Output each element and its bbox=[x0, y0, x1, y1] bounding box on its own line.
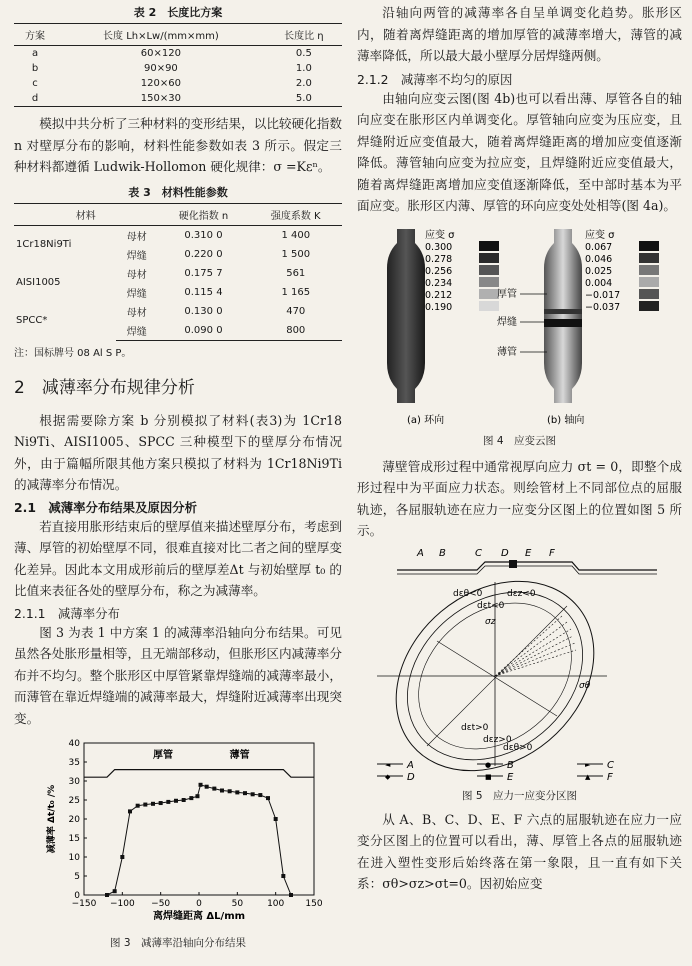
table-cell: 60×120 bbox=[140, 48, 181, 59]
legend-marker: ▲ bbox=[585, 772, 591, 781]
fig4a-legend-swatch bbox=[479, 277, 499, 287]
table3-note: 注：国标牌号 08 Al S P。 bbox=[14, 347, 132, 359]
table-cell: SPCC* bbox=[16, 315, 48, 327]
legend-label: D bbox=[407, 771, 415, 783]
paragraph: 薄壁管成形过程中通常视厚向应力 σt = 0，即整个成形过程中为平面应力状态。则绘管材上不同部位点的屈服轨迹，各屈服轨迹在应力一应变分区图上的位置如图 5 所示。 bbox=[357, 458, 682, 538]
zone-label: dεz>0 bbox=[483, 734, 512, 745]
data-point bbox=[228, 789, 232, 793]
table3 bbox=[14, 203, 342, 341]
legend-marker: ◆ bbox=[385, 772, 391, 781]
x-tick-label: 50 bbox=[231, 899, 244, 909]
y-tick-label: 10 bbox=[68, 853, 80, 863]
section-heading-2-1: 2.1 减薄率分布结果及原因分析 bbox=[14, 499, 198, 515]
table-cell: 母材 bbox=[126, 307, 147, 319]
x-tick-label: −100 bbox=[109, 899, 135, 909]
fig4b-legend-swatch bbox=[639, 289, 659, 299]
zone-label: dεt<0 bbox=[477, 600, 505, 611]
data-point bbox=[205, 785, 209, 789]
data-point bbox=[136, 804, 140, 808]
fig4b-legend-swatch bbox=[639, 301, 659, 311]
table-cell: 2.0 bbox=[295, 78, 312, 89]
legend-marker: ◄ bbox=[385, 760, 391, 769]
fig4b-legend-value: −0.037 bbox=[585, 301, 621, 313]
fig4b-legend-swatch bbox=[639, 253, 659, 263]
table2-header: 长度比 η bbox=[266, 24, 342, 46]
weld-band bbox=[544, 319, 582, 327]
y-tick-label: 35 bbox=[68, 758, 80, 768]
paragraph: 从 A、B、C、D、E、F 六点的屈服轨迹在应力一应变分区图上的位置可以看出，薄、厚管上各点的屈服轨迹在进入塑性变形后始终落在第一象限，且一直有如下关系：σθ>σz>σt=0。因初始应变 bbox=[357, 811, 682, 891]
zone-label: dεθ<0 bbox=[453, 588, 483, 599]
fig4a-legend-value: 0.300 bbox=[425, 241, 453, 253]
paragraph: 模拟中共分析了三种材料的变形结果，以比较硬化指数 n 对壁厚分布的影响，材料性能参数如表 3 所示。假定三种材料都遵循 Ludwik-Hollomon 硬化规律：σ =Kεⁿ。 bbox=[14, 116, 342, 174]
point-label: B bbox=[439, 547, 446, 559]
data-point bbox=[235, 790, 239, 794]
point-label: E bbox=[525, 547, 532, 559]
point-label: C bbox=[475, 547, 482, 559]
section-heading-2: 2 减薄率分布规律分析 bbox=[14, 377, 195, 398]
y-tick-label: 30 bbox=[68, 777, 80, 787]
x-axis-label: 离焊缝距离 ΔL/mm bbox=[152, 911, 246, 922]
fig4b-legend-value: 0.004 bbox=[585, 277, 613, 289]
data-point bbox=[274, 817, 278, 821]
point-label: A bbox=[417, 547, 424, 559]
axis-label-sigma-theta: σθ bbox=[579, 680, 591, 691]
table-cell: b bbox=[31, 63, 39, 74]
paragraph: 若直接用胀形结束后的壁厚值来描述壁厚分布，考虑到薄、厚管的初始壁厚不同，很难直接对比二者之间的壁厚变化差异。因此本文用成形前后的壁厚差Δt 与初始壁厚 t₀ 的比值来表征各处的壁厚分布，称之为减薄率。 bbox=[14, 518, 342, 598]
data-point bbox=[128, 809, 132, 813]
figure-4-contours bbox=[357, 223, 682, 433]
legend-marker: ► bbox=[585, 760, 591, 769]
data-point bbox=[212, 787, 216, 791]
paragraph: 由轴向应变云图(图 4b)也可以看出薄、厚管各自的轴向应变在胀形区内单调变化。厚管轴向应变为压应变，且焊缝附近应变值最大，随着离焊缝距离的增加应变值逐渐降低。薄管轴向应变为拉应变，且焊缝附近应变值最大，随着离焊缝距离增加应变值逐渐降低，至中部时基本为平面应变。胀形区内薄、厚管的环向应变处处相等(图 4a)。 bbox=[357, 90, 682, 213]
data-point bbox=[220, 789, 224, 793]
tube-a-image bbox=[387, 229, 425, 403]
fig4a-subcaption: (a) 环向 bbox=[407, 414, 445, 426]
data-point bbox=[195, 794, 199, 798]
fig4a-legend-swatch bbox=[479, 289, 499, 299]
legend-label: B bbox=[507, 759, 514, 771]
annotation-thin-tube: 薄管 bbox=[229, 750, 250, 762]
tube-sketch bbox=[84, 770, 314, 778]
table-cell: 0.090 0 bbox=[157, 321, 249, 341]
section-heading-2-1-2: 2.1.2 减薄率不均匀的原因 bbox=[357, 71, 513, 87]
data-point bbox=[182, 798, 186, 802]
data-point bbox=[143, 803, 147, 807]
data-point bbox=[258, 793, 262, 797]
right-column bbox=[357, 0, 682, 895]
table-cell: 0.130 0 bbox=[184, 305, 223, 317]
data-point bbox=[251, 792, 255, 796]
table-cell: 1 400 bbox=[281, 229, 311, 241]
data-point bbox=[199, 783, 203, 787]
series-line bbox=[107, 785, 291, 895]
fig4a-legend-swatch bbox=[479, 301, 499, 311]
table-cell: 母材 bbox=[126, 269, 147, 281]
data-point bbox=[266, 796, 270, 800]
weld-band bbox=[544, 309, 582, 314]
fig4b-legend-title: 应变 σ bbox=[585, 229, 615, 241]
table2-header: 长度 Lh×Lw/(mm×mm) bbox=[56, 24, 266, 46]
figure-3-caption: 图 3 减薄率沿轴向分布结果 bbox=[109, 937, 247, 949]
figure-5-caption: 图 5 应力一应变分区图 bbox=[461, 789, 578, 802]
fig4a-legend-swatch bbox=[479, 253, 499, 263]
table2 bbox=[14, 23, 342, 107]
axis-label-sigma-z: σz bbox=[485, 616, 496, 627]
table-cell: 5.0 bbox=[266, 91, 342, 107]
x-tick-label: 0 bbox=[196, 899, 202, 909]
x-tick-label: 100 bbox=[267, 899, 285, 909]
weld-mark bbox=[509, 560, 517, 568]
paragraph: 沿轴向两管的减薄率各自呈单调变化趋势。胀形区内，随着离焊缝距离的增加厚管的减薄率增大，薄管的减薄率降低，所以最大最小壁厚分居焊缝两侧。 bbox=[357, 5, 682, 63]
legend-label: F bbox=[607, 771, 613, 783]
table-cell: d bbox=[14, 91, 56, 107]
table3-caption: 表 3 材料性能参数 bbox=[128, 185, 228, 199]
table-cell: 0.115 4 bbox=[184, 286, 223, 298]
x-tick-label: −50 bbox=[151, 899, 171, 909]
figure-5-diagram bbox=[357, 546, 682, 786]
y-tick-label: 5 bbox=[74, 872, 80, 882]
table-cell: 1Cr18Ni9Ti bbox=[16, 239, 72, 250]
label-thin-tube: 薄管 bbox=[497, 346, 517, 358]
table2-header: 方案 bbox=[14, 24, 56, 46]
table-cell: 561 bbox=[286, 267, 306, 279]
y-tick-label: 0 bbox=[74, 891, 80, 901]
table-cell: 800 bbox=[250, 321, 342, 341]
label-weld: 焊缝 bbox=[497, 316, 517, 328]
fig4a-legend-value: 0.212 bbox=[425, 289, 453, 301]
table-cell: 1 165 bbox=[281, 286, 311, 298]
zone-label: dεt>0 bbox=[461, 722, 489, 733]
y-axis-label: 减薄率 Δt/t₀ /% bbox=[47, 784, 57, 854]
table-cell: c bbox=[32, 78, 38, 89]
table-cell: 0.175 7 bbox=[184, 267, 223, 279]
fig4a-legend-swatch bbox=[479, 241, 499, 251]
y-tick-label: 20 bbox=[68, 815, 80, 825]
table-cell: 1.0 bbox=[295, 63, 312, 74]
annotation-thick-tube: 厚管 bbox=[153, 750, 173, 762]
data-point bbox=[166, 800, 170, 804]
fig4b-legend-swatch bbox=[639, 265, 659, 275]
table-cell: 470 bbox=[286, 305, 306, 317]
fig4b-legend-value: 0.046 bbox=[585, 253, 613, 265]
y-tick-label: 25 bbox=[68, 796, 80, 806]
fig4b-legend-swatch bbox=[639, 277, 659, 287]
figure-3-chart bbox=[14, 735, 342, 935]
fig4b-subcaption: (b) 轴向 bbox=[547, 414, 585, 426]
table-cell: 1 500 bbox=[281, 248, 311, 260]
data-point bbox=[159, 801, 163, 805]
zone-label: dεθ>0 bbox=[503, 742, 533, 753]
tube-b-image bbox=[544, 229, 582, 403]
table-cell: 0.5 bbox=[295, 48, 312, 59]
legend-label: A bbox=[407, 759, 414, 771]
legend-label: C bbox=[607, 759, 614, 771]
zone-boundary bbox=[437, 641, 557, 716]
table-cell: 0.220 0 bbox=[184, 248, 223, 260]
left-column bbox=[14, 0, 342, 950]
fig4a-legend-value: 0.256 bbox=[425, 265, 453, 277]
data-point bbox=[243, 791, 247, 795]
legend-marker: ■ bbox=[485, 772, 492, 781]
x-tick-label: −150 bbox=[71, 899, 97, 909]
data-point bbox=[189, 796, 193, 800]
data-point bbox=[174, 799, 178, 803]
table-cell: 焊缝 bbox=[116, 321, 157, 341]
y-tick-label: 40 bbox=[68, 739, 80, 749]
table-cell: a bbox=[31, 48, 39, 59]
paragraph: 图 3 为表 1 中方案 1 的减薄率沿轴向分布结果。可见虽然各处胀形量相等，且无端部移动，但胀形区内减薄率分布并不均匀。整个胀形区中厚管紧靠焊缝端的减薄率最小，而薄管在靠近焊缝端的减薄率最大，焊缝附近减薄率出现突变。 bbox=[14, 624, 342, 726]
figure-4-caption: 图 4 应变云图 bbox=[482, 434, 557, 447]
fig4b-legend-value: 0.067 bbox=[585, 241, 613, 253]
table-cell: 90×90 bbox=[143, 63, 178, 74]
data-point bbox=[113, 889, 117, 893]
table-cell: 焊缝 bbox=[126, 288, 147, 300]
fig4a-legend-title: 应变 σ bbox=[425, 229, 455, 241]
fig4b-legend-value: −0.017 bbox=[585, 289, 621, 301]
table3-header: 强度系数 K bbox=[250, 203, 342, 225]
legend-marker: ● bbox=[485, 760, 492, 769]
fig4b-legend-swatch bbox=[639, 241, 659, 251]
table-cell: 母材 bbox=[126, 231, 147, 243]
fig4a-legend-value: 0.234 bbox=[425, 277, 453, 289]
data-point bbox=[289, 893, 293, 897]
table-cell: 150×30 bbox=[56, 91, 266, 107]
load-path-fan bbox=[495, 616, 576, 676]
table-cell: 0.310 0 bbox=[184, 229, 223, 241]
data-point bbox=[105, 893, 109, 897]
table-cell: 焊缝 bbox=[126, 250, 147, 262]
legend-label: E bbox=[507, 771, 514, 783]
data-point bbox=[120, 855, 124, 859]
section-heading-2-1-1: 2.1.1 减薄率分布 bbox=[14, 605, 120, 621]
label-thick-tube: 厚管 bbox=[497, 288, 517, 300]
fig4a-legend-value: 0.278 bbox=[425, 253, 453, 265]
data-point bbox=[281, 874, 285, 878]
fig4a-legend-swatch bbox=[479, 265, 499, 275]
point-label: D bbox=[501, 547, 509, 559]
x-tick-label: 150 bbox=[305, 899, 323, 909]
fig4a-legend-value: 0.190 bbox=[425, 301, 453, 313]
zone-label: dεz<0 bbox=[507, 588, 536, 599]
table-cell: AISI1005 bbox=[16, 277, 61, 288]
table2-caption: 表 2 长度比方案 bbox=[133, 6, 223, 19]
table3-header: 材料 bbox=[14, 203, 157, 225]
fig4b-legend-value: 0.025 bbox=[585, 265, 613, 277]
y-tick-label: 15 bbox=[68, 834, 80, 844]
data-point bbox=[151, 802, 155, 806]
table-cell: 120×60 bbox=[140, 78, 181, 89]
point-label: F bbox=[549, 547, 555, 559]
paragraph: 根据需要除方案 b 分别模拟了材料(表3)为 1Cr18 Ni9Ti、AISI1005、SPCC 三种模型下的壁厚分布情况外，由于篇幅所限其他方案只模拟了材料为 1Cr18Ni9Ti 的减薄率分布情况。 bbox=[14, 412, 342, 492]
table3-header: 硬化指数 n bbox=[157, 203, 249, 225]
